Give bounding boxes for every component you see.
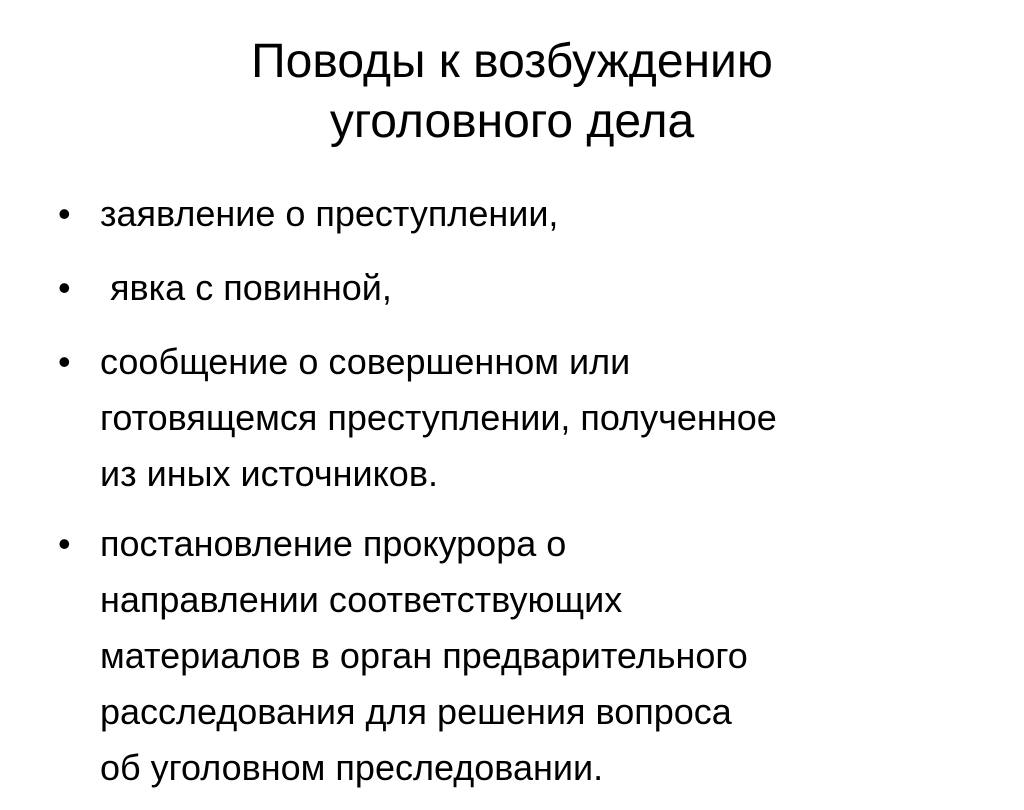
bullet-icon: • <box>58 523 71 564</box>
page-title <box>0 32 1024 152</box>
bullet-line: постановление прокурора о <box>100 523 567 564</box>
bullet-line: материалов в орган предварительного <box>100 635 748 676</box>
list-item <box>58 334 978 502</box>
bullet-icon: • <box>58 193 71 234</box>
title-line-2: уголовного дела <box>329 95 695 148</box>
bullet-line: расследования для решения вопроса <box>100 691 732 732</box>
bullet-line: явка с повинной, <box>100 267 392 308</box>
list-item <box>58 260 978 316</box>
bullet-line: готовящемся преступлении, полученное <box>100 397 777 438</box>
bullet-line: об уголовном преследовании. <box>100 747 604 788</box>
bullet-line: из иных источников. <box>100 453 438 494</box>
list-item <box>58 516 978 796</box>
bullet-icon: • <box>58 267 71 308</box>
bullet-line: направлении соответствующих <box>100 579 623 620</box>
list-item <box>58 186 978 242</box>
bullet-icon: • <box>58 341 71 382</box>
bullet-line: заявление о преступлении, <box>100 193 559 234</box>
bullet-line: сообщение о совершенном или <box>100 341 631 382</box>
title-line-1: Поводы к возбуждению <box>251 35 773 88</box>
bullet-list <box>58 186 978 810</box>
